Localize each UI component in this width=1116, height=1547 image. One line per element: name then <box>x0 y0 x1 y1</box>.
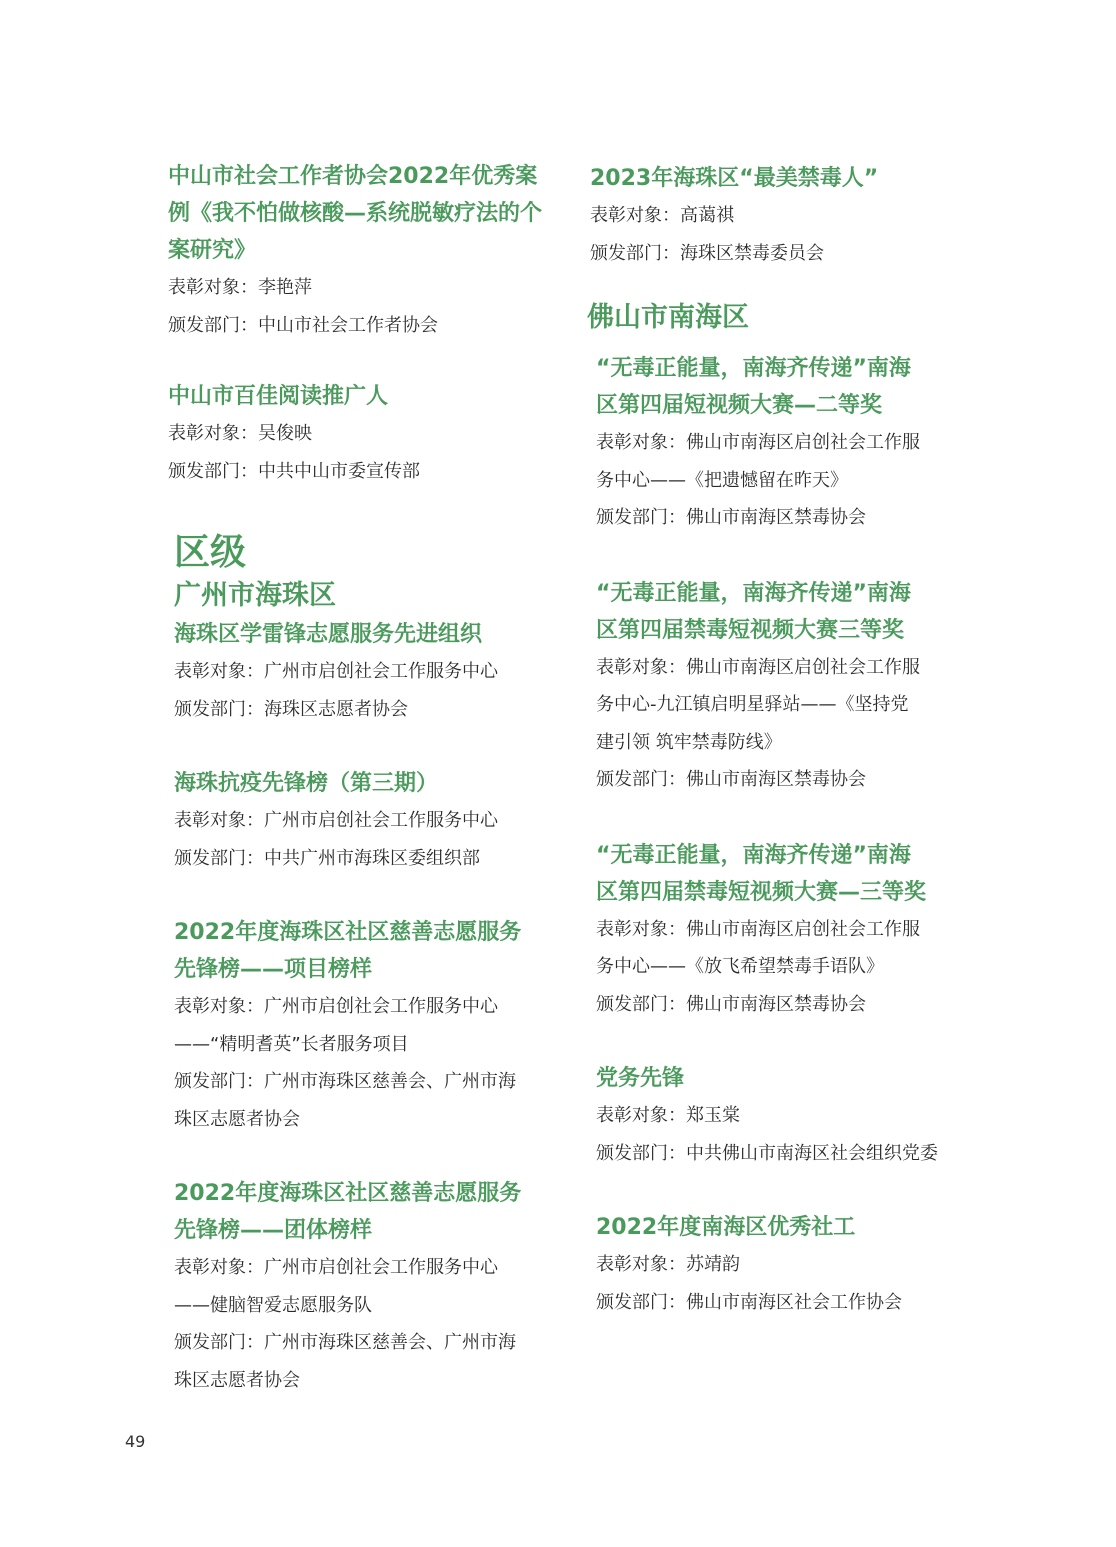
award-entry <box>596 1209 990 1321</box>
award-entry <box>596 350 990 537</box>
award-issuer: 颁发部门：佛山市南海区禁毒协会 <box>596 993 866 1015</box>
award-entry <box>174 616 568 728</box>
award-title: 海珠抗疫先锋榜（第三期） <box>174 771 439 796</box>
award-title: “无毒正能量，南海齐传递”南海 <box>596 842 911 868</box>
award-recipient: 务中心——《放飞希望禁毒手语队》 <box>596 956 884 977</box>
award-issuer: 颁发部门：佛山市南海区禁毒协会 <box>596 507 866 528</box>
section-heading-district-level: 区级 <box>174 532 247 573</box>
award-entry <box>168 158 568 344</box>
award-issuer: 颁发部门：佛山市南海区禁毒协会 <box>596 769 866 790</box>
award-recipient: 务中心——《把遗憾留在昨天》 <box>596 469 848 491</box>
award-entry <box>590 160 990 272</box>
right-column <box>587 160 990 1321</box>
award-recipient: 表彰对象：广州市启创社会工作服务中心 <box>174 1257 498 1278</box>
award-issuer: 珠区志愿者协会 <box>174 1108 300 1130</box>
award-title: 区第四届禁毒短视频大赛三等奖 <box>596 617 905 643</box>
award-title: 先锋榜——团体榜样 <box>174 1218 373 1243</box>
award-issuer: 颁发部门：中共广州市海珠区委组织部 <box>174 847 480 869</box>
award-issuer: 颁发部门：海珠区禁毒委员会 <box>590 242 824 264</box>
region-heading-nanhai: 佛山市南海区 <box>587 302 749 333</box>
award-recipient: ——“精明耆英”长者服务项目 <box>174 1033 409 1055</box>
award-issuer: 颁发部门：中共佛山市南海区社会组织党委 <box>596 1142 938 1164</box>
award-entry <box>174 914 568 1138</box>
award-title: 海珠区学雷锋志愿服务先进组织 <box>174 622 483 647</box>
award-entry <box>168 378 568 490</box>
region-heading-haizhu: 广州市海珠区 <box>174 580 336 611</box>
award-title: 2022年度海珠区社区慈善志愿服务 <box>174 920 522 945</box>
award-title: “无毒正能量，南海齐传递”南海 <box>596 356 911 381</box>
award-recipient: 表彰对象：吴俊映 <box>168 423 312 444</box>
award-entry <box>174 1175 568 1399</box>
award-recipient: 表彰对象：佛山市南海区启创社会工作服 <box>596 432 920 453</box>
award-issuer: 颁发部门：海珠区志愿者协会 <box>174 698 408 720</box>
award-recipient: ——健脑智爱志愿服务队 <box>174 1294 372 1316</box>
award-title: 中山市百佳阅读推广人 <box>168 384 389 409</box>
award-title: 2023年海珠区“最美禁毒人” <box>590 166 879 191</box>
award-title: 中山市社会工作者协会2022年优秀案 <box>168 164 538 189</box>
award-title: 2022年度海珠区社区慈善志愿服务 <box>174 1181 522 1206</box>
award-recipient: 表彰对象：高蔼祺 <box>590 205 734 226</box>
award-issuer: 颁发部门：广州市海珠区慈善会、广州市海 <box>174 1071 516 1092</box>
award-recipient: 表彰对象：郑玉棠 <box>596 1105 740 1126</box>
award-recipient: 表彰对象：苏靖韵 <box>596 1254 740 1275</box>
award-issuer: 颁发部门：佛山市南海区社会工作协会 <box>596 1291 902 1313</box>
award-title: “无毒正能量，南海齐传递”南海 <box>596 580 911 606</box>
page-number: 49 <box>125 1432 146 1451</box>
award-title: 党务先锋 <box>596 1066 685 1091</box>
award-entry <box>596 1060 990 1172</box>
award-entry <box>596 837 990 1024</box>
award-title: 区第四届禁毒短视频大赛—三等奖 <box>596 879 927 905</box>
award-issuer: 颁发部门：中共中山市委宣传部 <box>168 460 420 482</box>
award-title: 2022年度南海区优秀社工 <box>596 1215 856 1240</box>
award-title: 案研究》 <box>168 238 257 263</box>
award-recipient: 务中心-九江镇启明星驿站——《坚持党 <box>596 694 909 715</box>
award-recipient: 表彰对象：广州市启创社会工作服务中心 <box>174 996 498 1017</box>
award-title: 先锋榜——项目榜样 <box>174 957 373 982</box>
left-column <box>168 158 568 1399</box>
award-recipient: 表彰对象：广州市启创社会工作服务中心 <box>174 810 498 831</box>
award-recipient: 建引领 筑牢禁毒防线》 <box>596 731 782 753</box>
award-recipient: 表彰对象：佛山市南海区启创社会工作服 <box>596 656 920 678</box>
award-title: 区第四届短视频大赛—二等奖 <box>596 393 883 418</box>
award-issuer: 颁发部门：广州市海珠区慈善会、广州市海 <box>174 1332 516 1353</box>
award-issuer: 颁发部门：中山市社会工作者协会 <box>168 314 438 336</box>
award-recipient: 表彰对象：佛山市南海区启创社会工作服 <box>596 918 920 940</box>
award-issuer: 珠区志愿者协会 <box>174 1369 300 1391</box>
award-recipient: 表彰对象：广州市启创社会工作服务中心 <box>174 661 498 682</box>
award-recipient: 表彰对象：李艳萍 <box>168 277 312 298</box>
award-entry <box>174 765 568 877</box>
award-title: 例《我不怕做核酸—系统脱敏疗法的个 <box>168 201 543 226</box>
award-entry <box>596 575 990 799</box>
